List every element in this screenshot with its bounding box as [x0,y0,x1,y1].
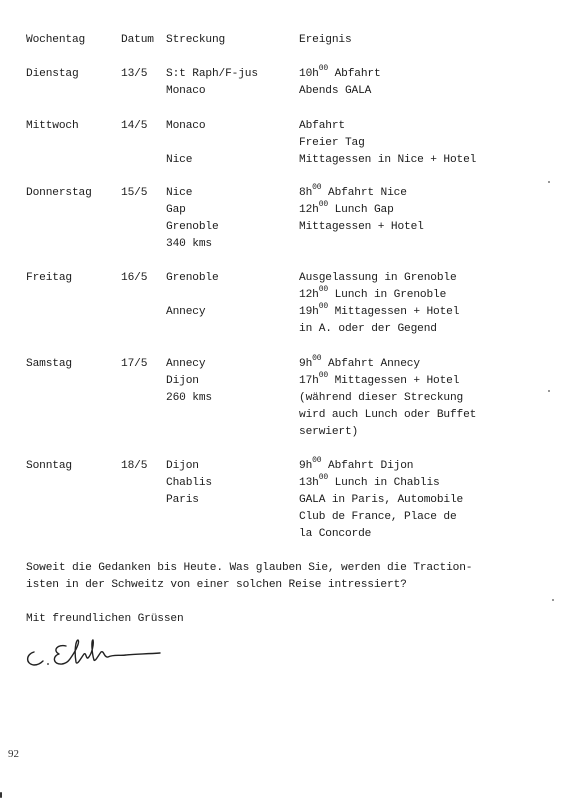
row-route-line: 260 kms [166,392,212,404]
event-text-rest: Abfahrt Dijon [321,460,414,472]
row-event-line [299,473,440,490]
event-time-minutes: 00 [318,200,329,210]
row-event-line [299,271,457,285]
event-text: la Concorde [299,528,372,540]
event-text-rest: Lunch in Chablis [328,477,440,489]
event-text: 12h [299,289,319,301]
row-weekday: Donnerstag [26,187,92,199]
event-text-rest: Mittagessen + Hotel [328,375,460,387]
event-text: Freier Tag [299,137,365,149]
row-event-line [299,456,414,473]
event-text: Mittagessen + Hotel [299,221,424,233]
event-text-rest: Mittagessen + Hotel [328,306,460,318]
event-time-minutes: 00 [318,371,329,381]
row-route-line: Annecy [166,358,206,370]
event-text-rest: Lunch Gap [328,204,394,216]
row-date: 16/5 [121,272,148,284]
row-event-line [299,119,345,133]
closing-line-2: isten in der Schweitz von einer solchen Reise intressiert? [26,579,407,591]
event-text-rest: Lunch in Grenoble [328,289,447,301]
row-event-line [299,183,407,200]
event-text: in A. oder der Gegend [299,323,437,335]
greeting: Mit freundlichen Grüssen [26,613,184,625]
event-text: GALA in Paris, Automobile [299,494,464,506]
event-text: (während dieser Streckung [299,392,464,404]
event-text-rest: Abfahrt [328,68,381,80]
row-route-line: Nice [166,154,193,166]
event-time-minutes: 00 [318,473,329,483]
row-route-line: Annecy [166,306,206,318]
row-route-line: Monaco [166,85,206,97]
event-text: wird auch Lunch oder Buffet [299,409,477,421]
row-event-line [299,408,476,422]
row-route-line: S:t Raph/F-jus [166,68,258,80]
event-text: 19h [299,306,319,318]
row-weekday: Sonntag [26,460,72,472]
row-event-line [299,302,460,319]
row-route-line: Gap [166,204,186,216]
row-route-line: Dijon [166,460,199,472]
event-time-minutes: 00 [312,183,322,193]
row-event-line [299,153,476,167]
row-event-line [299,200,394,217]
row-event-line [299,136,365,150]
row-route-line: Nice [166,187,193,199]
row-route-line: Chablis [166,477,212,489]
row-date: 13/5 [121,68,148,80]
row-route-line: 340 kms [166,238,212,250]
header-event: Ereignis [299,34,352,46]
row-route-line: Dijon [166,375,199,387]
row-route-line: Grenoble [166,221,219,233]
header-route: Streckung [166,34,226,46]
row-event-line [299,64,381,81]
closing-line-1: Soweit die Gedanken bis Heute. Was glauben Sie, werden die Traction- [26,562,473,574]
row-weekday: Samstag [26,358,72,370]
row-date: 17/5 [121,358,148,370]
row-route-line: Grenoble [166,272,219,284]
row-event-line [299,493,463,507]
event-text: 8h [299,187,313,199]
event-text: Ausgelassung in Grenoble [299,272,457,284]
event-time-minutes: 00 [318,285,329,295]
scan-edge-mark [0,792,2,798]
row-date: 14/5 [121,120,148,132]
event-text: 9h [299,460,313,472]
event-text: serwiert) [299,426,359,438]
row-event-line [299,354,420,371]
scan-speck [552,599,554,601]
event-time-minutes: 00 [318,64,329,74]
row-event-line [299,322,437,336]
row-route-line: Monaco [166,120,206,132]
row-event-line [299,391,463,405]
row-weekday: Mittwoch [26,120,79,132]
row-weekday: Dienstag [26,68,79,80]
event-text: Abends GALA [299,85,372,97]
event-text: Mittagessen in Nice + Hotel [299,154,477,166]
row-event-line [299,220,424,234]
row-event-line [299,510,457,524]
event-text: 17h [299,375,319,387]
header-weekday: Wochentag [26,34,86,46]
event-time-minutes: 00 [312,456,322,466]
event-time-minutes: 00 [318,302,329,312]
event-text: 12h [299,204,319,216]
row-event-line [299,425,358,439]
row-event-line [299,371,460,388]
scan-speck [548,181,550,183]
row-route-line: Paris [166,494,199,506]
row-event-line [299,84,371,98]
event-time-minutes: 00 [312,354,322,364]
header-date: Datum [121,34,154,46]
event-text-rest: Abfahrt Nice [321,187,407,199]
event-text: 13h [299,477,319,489]
row-weekday: Freitag [26,272,72,284]
row-event-line [299,285,447,302]
event-text: Club de France, Place de [299,511,457,523]
row-event-line [299,527,371,541]
event-text: Abfahrt [299,120,345,132]
event-text: 9h [299,358,313,370]
scan-speck [548,390,550,392]
event-text: 10h [299,68,319,80]
row-date: 18/5 [121,460,148,472]
signature [22,632,182,672]
page-number: 92 [8,748,19,760]
row-date: 15/5 [121,187,148,199]
event-text-rest: Abfahrt Annecy [321,358,420,370]
